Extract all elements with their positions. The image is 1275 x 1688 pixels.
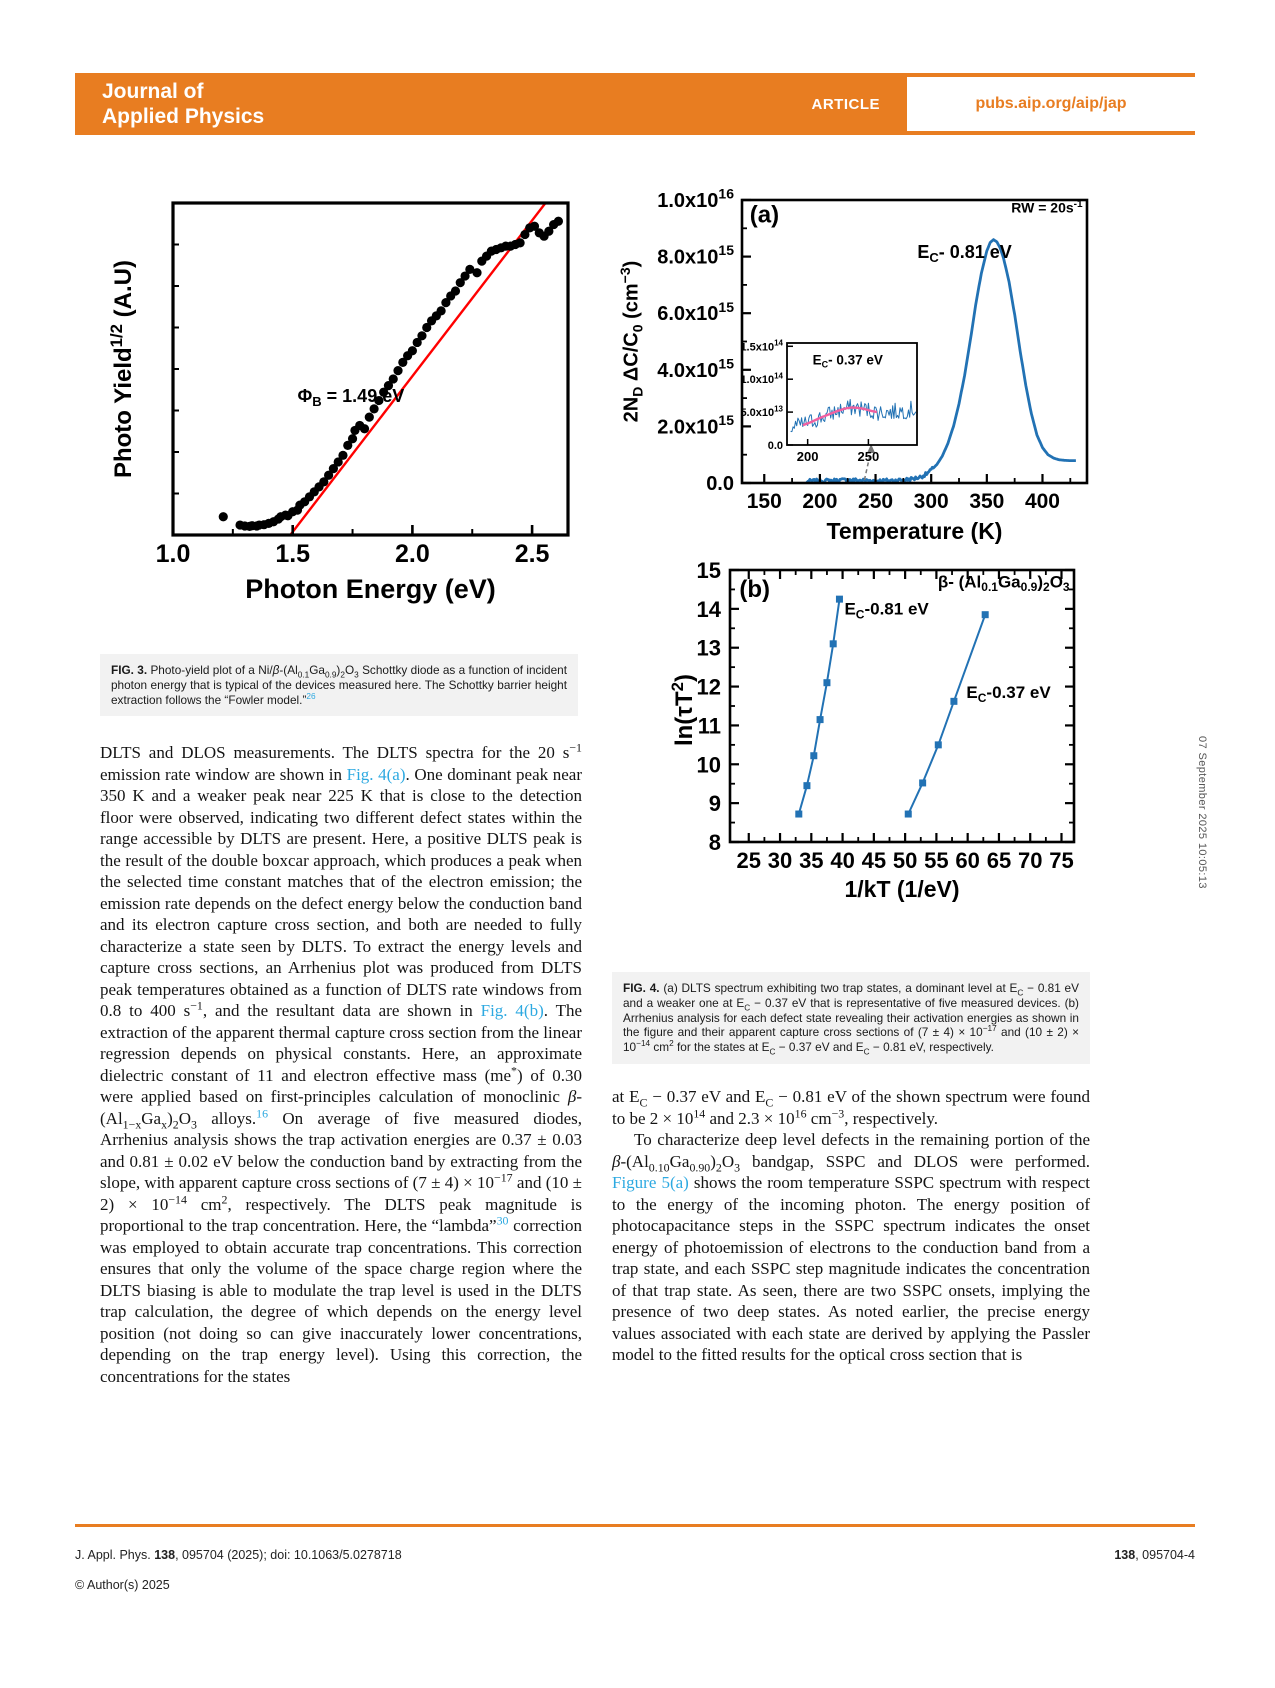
- svg-text:60: 60: [955, 848, 980, 873]
- svg-text:(b): (b): [739, 576, 771, 604]
- svg-text:RW = 20s-1: RW = $20s^{-1}$: [1011, 198, 1083, 216]
- svg-text:250: 250: [858, 490, 894, 513]
- svg-text:5.0x1013: $5.0x10^{13}$: [740, 404, 783, 420]
- svg-text:1.0x1016: $1.0x10^{16}$: [657, 188, 734, 212]
- svg-text:75: 75: [1049, 848, 1074, 873]
- svg-text:1.0: 1.0: [155, 540, 191, 568]
- svg-text:2.0x1015: $2.0x10^{15}$: [657, 412, 734, 439]
- fig4b-y-axis-title: $\ln(\tau T^2)$: [668, 673, 698, 747]
- svg-text:150: 150: [746, 490, 782, 513]
- svg-text:50: 50: [892, 848, 918, 873]
- svg-text:1.5x1014: $1.5x10^{14}$: [740, 338, 783, 354]
- journal-title: [102, 79, 264, 129]
- header-bar: [75, 73, 1195, 135]
- svg-text:25: 25: [736, 848, 762, 873]
- figure-3-plot: [95, 193, 583, 623]
- svg-text:8: 8: [708, 830, 721, 855]
- figure-4a: [612, 188, 1100, 560]
- fig3-y-axis-title: Photo Yield$^{1/2}$ (A.U): [107, 260, 137, 479]
- svg-text:250: 250: [857, 449, 880, 464]
- body-left-column: [100, 742, 582, 1387]
- svg-text:1.5: 1.5: [275, 540, 311, 568]
- svg-text:45: 45: [861, 848, 887, 873]
- svg-text:10: 10: [696, 752, 721, 778]
- svg-text:EC- 0.81 eV: $E_C-$ 0.81 eV: [917, 242, 1012, 265]
- fig4b-x-axis-title: 1/kT (1/eV): [844, 876, 960, 902]
- svg-text:65: 65: [986, 848, 1012, 873]
- figure-4b: [612, 560, 1100, 910]
- svg-text:40: 40: [830, 848, 855, 873]
- svg-text:200: 200: [796, 449, 819, 464]
- svg-text:2.0: 2.0: [395, 540, 430, 568]
- svg-text:15: 15: [696, 560, 721, 583]
- svg-text:30: 30: [767, 848, 793, 873]
- svg-text:400: 400: [1024, 490, 1061, 513]
- figure-4a-inset-plot: [717, 333, 927, 483]
- svg-text:70: 70: [1017, 848, 1043, 873]
- site-url-link[interactable]: pubs.aip.org/aip/jap: [975, 95, 1127, 112]
- svg-text:14: 14: [696, 596, 721, 622]
- svg-text:0.0: 0.0: [767, 440, 783, 452]
- svg-text:200: 200: [802, 490, 838, 513]
- svg-text:11: 11: [697, 713, 721, 739]
- body-right-column: [612, 1086, 1090, 1366]
- reference-link[interactable]: 16: [256, 1105, 269, 1120]
- fig4-caption: FIG. 4. (a) DLTS spectrum exhibiting two trap states, a dominant level at $E_C - 0.81$ eV and a weaker one at $E_C - 0.37$ eV that is representative of five measured devices. (b) Arrhenius analysis for each defect state revealing their activation energies as shown in the figure and their apparent capture cross sections of $(7 \pm 4) \times 10^{-17}$ and $(10 \pm 2) \times 10^{-14}$ $cm^2$ for the states at $E_C - 0.37$ eV and $E_C - 0.81$ eV, respectively.: [612, 972, 1090, 1064]
- reference-link[interactable]: Fig. 4(b): [480, 1001, 544, 1020]
- svg-text:350: 350: [969, 490, 1005, 513]
- fig4a-y-axis-title: $2N_D$ $\Delta C/C_0$ $(cm^{-3})$: [616, 260, 646, 423]
- svg-text:EC- 0.37 eV: $E_C-$ 0.37 eV: [812, 352, 883, 370]
- svg-text:35: 35: [799, 848, 824, 873]
- footer-rule: [75, 1524, 1195, 1527]
- svg-text:EC-0.37 eV: $E_C-0.37$ eV: [966, 683, 1051, 705]
- svg-text:4.0x1015: $4.0x10^{15}$: [657, 355, 734, 382]
- svg-text:9: 9: [708, 791, 721, 817]
- download-timestamp: 07 September 2025 10:05:13: [1196, 736, 1208, 889]
- reference-link[interactable]: 26: [306, 691, 316, 701]
- article-label: ARTICLE: [811, 95, 880, 113]
- journal-title-line2: Applied Physics: [102, 105, 265, 128]
- svg-text:8.0x1015: $8.0x10^{15}$: [657, 242, 734, 269]
- footer-page-ref: 138, 095704-4: [1114, 1548, 1195, 1562]
- svg-text:13: 13: [696, 635, 721, 661]
- svg-text:6.0x1015: $6.0x10^{15}$: [657, 298, 734, 326]
- body-paragraph-left: DLTS and DLOS measurements. The DLTS spectra for the 20 $s^{-1}$ emission rate window are shown in Fig. 4(a). One dominant peak near 350 K and a weaker peak near 225 K that is close to the detection floor were observed, indicating two different defect states within the range accessible by DLTS are present. Here, a positive DLTS peak is the result of the double boxcar approach, which produces a peak when the selected time constant matches that of the electron emission; the emission rate depends on the defect energy below the conduction band and its electron capture cross section, and both are needed to fully characterize a state seen by DLTS. To extract the energy levels and capture cross sections, an Arrhenius plot was produced from DLTS peak temperatures obtained as a function of DLTS rate windows from 0.8 to 400 $s^{-1}$, and the resultant data are shown in Fig. 4(b). The extraction of the apparent thermal capture cross section from the linear regression depends on physical constants. Here, an approximate dielectric constant of 11 and electron effective mass (me*) of 0.30 were applied based on first-principles calculation of monoclinic $\beta-(Al_{1-x}Ga_x)_2O_3$ alloys.$^{16}$ On average of five measured diodes, Arrhenius analysis shows the trap activation energies are 0.37 ± 0.03 and 0.81 ± 0.02 eV below the conduction band by extracting from the slope, with apparent capture cross sections of $(7 \pm 4) \times 10^{-17}$ and $(10 \pm 2) \times 10^{-14}$ $cm^2$, respectively. The DLTS peak magnitude is proportional to the trap concentration. Here, the “lambda”$^{30}$ correction was employed to obtain accurate trap concentrations. This correction ensures that only the volume of the space charge region where the DLTS biasing is able to modulate the trap level is used in the DLTS trap calculation, the degree of which depends on the energy level position (not doing so can give inaccurately lower concentrations, depending on the trap energy level). Using this correction, the concentrations for the states: [100, 740, 583, 1386]
- body-paragraph-right-1: at $E_C - 0.37$ eV and $E_C - 0.81$ eV of the shown spectrum were found to be $2 \times 10^{14}$ and $2.3 \times 10^{16}$ $cm^{-3}$, respectively.: [612, 1087, 1090, 1128]
- reference-link[interactable]: 30: [496, 1213, 509, 1228]
- reference-link[interactable]: Fig. 4(a): [346, 764, 406, 784]
- fig3-caption: FIG. 3. Photo-yield plot of a $Ni/\beta-(Al_{0.1}Ga_{0.9})_2O_3$ Schottky diode as a function of incident photon energy that is typical of the devices measured here. The Schottky barrier height extraction follows the “Fowler model.”$^{26}$: [100, 654, 578, 716]
- svg-text:β- (Al0.1Ga0.9)2O3: β- $(Al_{0.1}Ga_{0.9})_2O_3$: [937, 572, 1070, 595]
- footer-copyright: © Author(s) 2025: [75, 1578, 170, 1592]
- svg-text:1.0x1014: $1.0x10^{14}$: [740, 371, 783, 387]
- body-paragraph-right-2: To characterize deep level defects in the remaining portion of the $\beta-(Al_{0.10}Ga_{0.90})_2O_3$ bandgap, SSPC and DLOS were performed. Figure 5(a) shows the room temperature SSPC spectrum with respect to the energy of the incoming photon. The energy position of photocapacitance steps in the SSPC spectrum indicates the onset energy of photoemission of electrons to the conduction band from a trap state, and each SSPC step magnitude indicates the concentration of that trap state. As seen, there are two SSPC onsets, implying the presence of two deep states. As noted earlier, the precise energy values associated with each state are derived by applying the Passler model to the fitted results for the optical cross section that is: [612, 1130, 1090, 1364]
- svg-text:55: 55: [924, 848, 949, 873]
- footer-citation: J. Appl. Phys. 138, 095704 (2025); doi: 10.1063/5.0278718: [75, 1548, 402, 1562]
- reference-link[interactable]: Figure 5(a): [612, 1173, 689, 1192]
- svg-text:EC-0.81 eV: $E_C-0.81$ eV: [844, 599, 929, 622]
- svg-text:12: 12: [696, 674, 721, 700]
- svg-text:300: 300: [913, 490, 949, 513]
- svg-text:0.0: 0.0: [706, 473, 734, 495]
- svg-text:ΦB = 1.49 eV: $\Phi_B = 1.49$ eV: [297, 386, 405, 410]
- figure-3: [95, 193, 583, 623]
- site-url-box: [907, 77, 1195, 131]
- journal-title-line1: Journal of: [102, 80, 204, 103]
- svg-text:(a): (a): [749, 201, 780, 229]
- fig4a-x-axis-title: Temperature (K): [826, 518, 1003, 544]
- fig3-x-axis-title: Photon Energy (eV): [245, 574, 496, 604]
- svg-text:2.5: 2.5: [514, 540, 550, 568]
